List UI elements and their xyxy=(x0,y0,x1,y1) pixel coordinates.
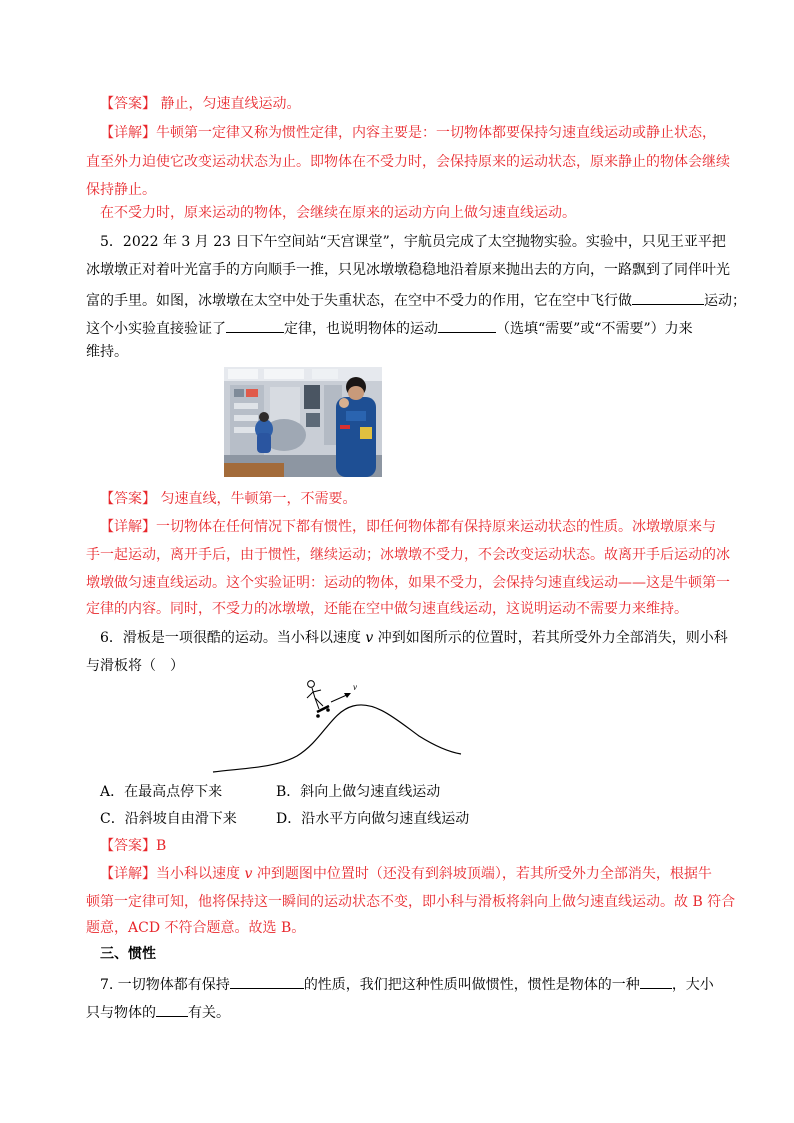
q4-detail-line-1 xyxy=(100,123,716,143)
q5-detail-line-3: 墩墩做匀速直线运动。这个实验证明：运动的物体，如果不受力，会保持匀速直线运动——这是牛顿第一 xyxy=(86,575,730,591)
q7-text: 有关。 xyxy=(188,1005,230,1021)
option-c[interactable]: C．沿斜坡自由滑下来 xyxy=(100,811,237,827)
q5-answer xyxy=(100,489,710,509)
q6-line-1 xyxy=(100,628,728,648)
velocity-symbol: v xyxy=(244,866,253,882)
answer-text: B xyxy=(156,838,167,854)
q6-line-2: 与滑板将（ ） xyxy=(86,658,184,674)
section-heading: 三、惯性 xyxy=(100,946,156,962)
answer-tag: 【答案】 xyxy=(100,491,156,507)
option-d[interactable]: D．沿水平方向做匀速直线运动 xyxy=(276,811,470,827)
q4-detail-line-3: 保持静止。 xyxy=(86,182,156,198)
q5-text: 这个小实验直接验证了 xyxy=(86,321,226,337)
q5-text: （选填“需要”或“不需要”）力来 xyxy=(496,321,693,337)
space-station-illustration xyxy=(224,367,382,477)
detail-text: 牛顿第一定律又称为惯性定律，内容主要是：一切物体都要保持匀速直线运动或静止状态， xyxy=(156,125,716,141)
q6-detail-line-2: 顿第一定律可知，他将保持这一瞬间的运动状态不变，即小科与滑板将斜向上做匀速直线运动。故 B 符合 xyxy=(86,894,736,910)
velocity-symbol: v xyxy=(365,630,374,646)
q5-line-3 xyxy=(86,289,746,311)
answer-blank[interactable] xyxy=(156,1001,188,1017)
detail-tag: 【详解】 xyxy=(100,866,156,882)
q5-detail-line-1 xyxy=(100,517,716,537)
q5-detail-line-2: 手一起运动，离开手后，由于惯性，继续运动；冰墩墩不受力，不会改变运动状态。故离开手后运动的冰 xyxy=(86,547,730,563)
q5-line-5: 维持。 xyxy=(86,344,128,360)
q5-detail-line-4: 定律的内容。同时，不受力的冰墩墩，还能在空中做匀速直线运动，这说明运动不需要力来维持。 xyxy=(86,601,688,617)
option-b[interactable]: B．斜向上做匀速直线运动 xyxy=(276,784,441,800)
detail-text: 冲到题图中位置时（还没有到斜坡顶端），若其所受外力全部消失，根据牛 xyxy=(252,866,712,882)
detail-tag: 【详解】 xyxy=(100,519,156,535)
q6-answer xyxy=(100,836,710,856)
answer-text: 匀速直线，牛顿第一，不需要。 xyxy=(156,491,357,507)
q6-text: 冲到如图所示的位置时，若其所受外力全部消失，则小科 xyxy=(373,630,728,646)
answer-blank[interactable] xyxy=(230,973,304,989)
answer-blank[interactable] xyxy=(632,289,704,305)
diagram-velocity-label: v xyxy=(353,682,357,692)
q5-line-4 xyxy=(86,317,696,339)
answer-tag: 【答案】 xyxy=(100,838,156,854)
space-station-photo xyxy=(224,367,382,477)
q7-text: 7. 一切物体都有保持 xyxy=(100,977,230,993)
q7-text: 的性质，我们把这种性质叫做惯性，惯性是物体的一种 xyxy=(303,977,640,993)
q5-line-1: 5．2022 年 3 月 23 日下午空间站“天宫课堂”，宇航员完成了太空抛物实验。实验中，只见王亚平把 xyxy=(100,234,726,250)
answer-blank[interactable] xyxy=(640,973,672,989)
option-a[interactable]: A．在最高点停下来 xyxy=(100,784,223,800)
q6-detail-line-3: 题意，ACD 不符合题意。故选 B。 xyxy=(86,920,306,936)
detail-text: 一切物体在任何情况下都有惯性，即任何物体都有保持原来运动状态的性质。冰墩墩原来与 xyxy=(156,519,716,535)
q5-text: 富的手里。如图，冰墩墩在太空中处于失重状态，在空中不受力的作用，它在空中飞行做 xyxy=(86,293,632,309)
answer-blank[interactable] xyxy=(438,317,496,333)
q7-line-1 xyxy=(100,973,714,995)
answer-blank[interactable] xyxy=(226,317,284,333)
skateboard-hill-diagram xyxy=(205,676,467,778)
q4-answer xyxy=(100,94,710,114)
q4-detail-line-2: 直至外力迫使它改变运动状态为止。即物体在不受力时，会保持原来的运动状态，原来静止的物体会继续 xyxy=(86,154,730,170)
q7-line-2 xyxy=(86,1001,696,1023)
q7-text: ，大小 xyxy=(671,977,714,993)
detail-text: 当小科以速度 xyxy=(156,866,245,882)
q6-text: 6．滑板是一项很酷的运动。当小科以速度 xyxy=(100,630,366,646)
q7-text: 只与物体的 xyxy=(86,1005,156,1021)
q6-detail-line-1 xyxy=(100,864,710,884)
q5-text: 定律，也说明物体的运动 xyxy=(284,321,438,337)
answer-tag: 【答案】 xyxy=(100,96,156,112)
q5-text: 运动； xyxy=(704,293,746,309)
detail-tag: 【详解】 xyxy=(100,125,156,141)
q5-line-2: 冰墩墩正对着叶光富手的方向顺手一推，只见冰墩墩稳稳地沿着原来抛出去的方向，一路飘到了同伴叶光 xyxy=(86,262,730,278)
answer-text: 静止，匀速直线运动。 xyxy=(156,96,301,112)
q4-extra-line: 在不受力时，原来运动的物体，会继续在原来的运动方向上做匀速直线运动。 xyxy=(100,205,576,221)
